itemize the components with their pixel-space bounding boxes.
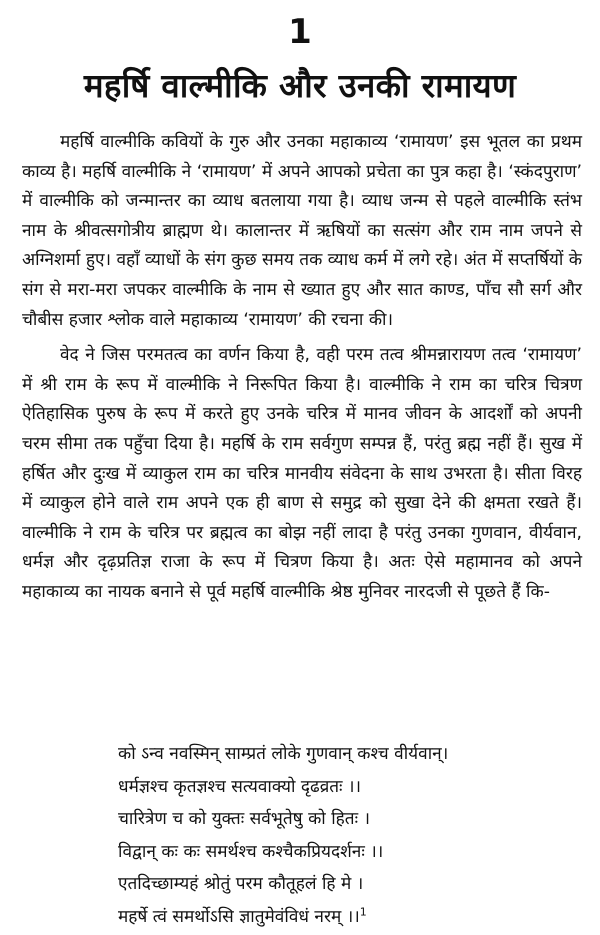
body-text bbox=[22, 128, 582, 608]
verse-line: धर्मज्ञश्च कृतज्ञश्च सत्यवाक्यो दृढव्रतः ।। bbox=[118, 776, 362, 797]
paragraph: महर्षि वाल्मीकि कवियों के गुरु और उनका महाकाव्य ‘रामायण’ इस भूतल का प्रथम काव्य है। महर्षि वाल्मीकि ने ‘रामायण’ में अपने आपको प्रचेता का पुत्र कहा है। ‘स्कंदपुराण’ में वाल्मीकि को जन्मान्तर का व्याध बतलाया गया है। व्याध जन्म से पहले वाल्मीकि स्तंभ नाम के श्रीवत्सगोत्रीय ब्राह्मण थे। कालान्तर में ऋषियों का सत्संग और राम नाम जपने से अग्निशर्मा हुए। वहाँ व्याधों के संग कुछ समय तक व्याध कर्म में लगे रहे। अंत में सप्तर्षियों के संग से मरा-मरा जपकर वाल्मीकि के नाम से ख्यात हुए और सात काण्ड, पाँच सौ सर्ग और चौबीस हजार श्लोक वाले महाकाव्य ‘रामायण’ की रचना की। bbox=[22, 132, 583, 330]
paragraph: वेद ने जिस परमतत्व का वर्णन किया है, वही परम तत्व श्रीमन्नारायण तत्व ‘रामायण’ में श्री राम के रूप में वाल्मीकि ने निरूपित किया है। वाल्मीकि ने राम का चरित्र चित्रण ऐतिहासिक पुरुष के रूप में करते हुए उनके चरित्र में मानव जीवन के आदर्शों को अपनी चरम सीमा तक पहुँचा दिया है। महर्षि के राम सर्वगुण सम्पन्न हैं, परंतु ब्रह्म नहीं हैं। सुख में हर्षित और दुःख में व्याकुल राम का चरित्र मानवीय संवेदना के साथ उभरता है। सीता विरह में व्याकुल होने वाले राम अपने एक ही बाण से समुद्र को सुखा देने की क्षमता रखते हैं। वाल्मीकि ने राम के चरित्र पर ब्रह्मत्व का बोझ नहीं लादा है परंतु उनका गुणवान, वीर्यवान, धर्मज्ञ और दृढ़प्रतिज्ञ राजा के रूप में चित्रण किया है। अतः ऐसे महामानव को अपने महाकाव्य का नायक बनाने से पूर्व महर्षि वाल्मीकि श्रेष्ठ मुनिवर नारदजी से पूछते हैं कि- bbox=[22, 345, 582, 602]
footnote-marker: 1 bbox=[359, 904, 367, 918]
verse-line: चारित्रेण च को युक्तः सर्वभूतेषु को हितः । bbox=[118, 809, 371, 829]
verse-line-last bbox=[118, 901, 588, 934]
verse-line: को ऽन्व नवस्मिन् साम्प्रतं लोके गुणवान् कश्च वीर्यवान्। bbox=[118, 744, 449, 764]
sanskrit-verse bbox=[118, 738, 588, 933]
chapter-number: 1 bbox=[288, 12, 312, 52]
verse-line: विद्वान् कः कः समर्थश्च कश्चैकप्रियदर्शनः ।। bbox=[118, 841, 384, 862]
verse-line: एतदिच्छाम्यहं श्रोतुं परम कौतूहलं हि मे । bbox=[118, 874, 364, 894]
chapter-title: महर्षि वाल्मीकि और उनकी रामायण bbox=[83, 66, 517, 105]
verse-line-text: महर्षे त्वं समर्थोऽसि ज्ञातुमेवंविधं नरम् ।। bbox=[118, 906, 360, 927]
